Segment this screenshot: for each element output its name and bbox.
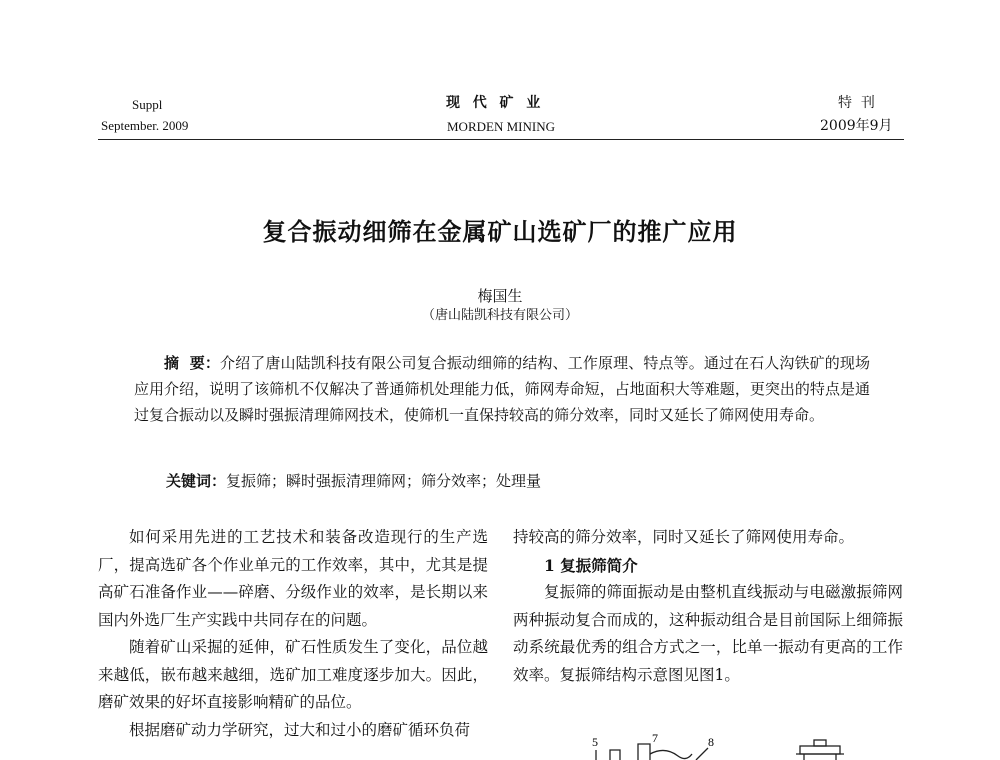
author-affiliation: （唐山陆凯科技有限公司） <box>421 308 578 323</box>
figure-label: 8 <box>708 735 714 749</box>
section-heading: 1 复振筛简介 <box>544 555 638 575</box>
body-paragraph: 复振筛的筛面振动是由整机直线振动与电磁激振筛网两种振动复合而成的，这种振动组合是目前国际上细筛振动系统最优秀的组合方式之一，比单一振动有更高的工作效率。复振筛结构示意图见图1。 <box>513 583 903 684</box>
header-special-issue: 特 刊 <box>838 95 875 111</box>
body-paragraph: 如何采用先进的工艺技术和装备改造现行的生产选厂，提高选矿各个作业单元的工作效率，其中，尤其是提高矿石准备作业——碎磨、分级作业的效率，是长期以来国内外选厂生产实践中共同存在的问题。 <box>98 528 488 629</box>
abstract <box>134 350 870 428</box>
abstract-text: 介绍了唐山陆凯科技有限公司复合振动细筛的结构、工作原理、特点等。通过在石人沟铁矿的现场应用介绍，说明了该筛机不仅解决了普通筛机处理能力低，筛网寿命短，占地面积大等难题，更突出的特点是通过复合振动以及瞬时强振清理筛网技术，使筛机一直保持较高的筛分效率，同时又延长了筛网使用寿命。 <box>134 354 870 424</box>
keywords-text: 复振筛；瞬时强振清理筛网；筛分效率；处理量 <box>226 472 542 490</box>
figure-label: 7 <box>652 731 658 745</box>
author-name: 梅国生 <box>477 287 523 305</box>
body-left-column <box>98 524 488 744</box>
header-suppl: Suppl <box>132 97 163 112</box>
article-title: 复合振动细筛在金属矿山选矿厂的推广应用 <box>262 217 738 246</box>
header-date-en: September. 2009 <box>101 118 189 133</box>
figure-drawing-right <box>796 740 844 760</box>
journal-name-en: MORDEN MINING <box>447 119 555 134</box>
figure-label: 5 <box>592 735 598 749</box>
keywords-label: 关键词： <box>166 472 227 490</box>
body-paragraph: 根据磨矿动力学研究，过大和过小的磨矿循环负荷 <box>129 720 471 739</box>
body-paragraph: 持较高的筛分效率，同时又延长了筛网使用寿命。 <box>513 528 855 546</box>
keywords <box>166 468 541 494</box>
header-date-cn: 2009年9月 <box>820 118 893 134</box>
header-rule <box>98 139 904 140</box>
figure-1-schematic <box>560 728 900 760</box>
journal-name-cn: 现 代 矿 业 <box>446 95 542 111</box>
abstract-label: 摘 要： <box>164 354 221 372</box>
figure-drawing-left <box>596 744 708 760</box>
body-paragraph: 随着矿山采掘的延伸，矿石性质发生了变化，品位越来越低，嵌布越来越细，选矿加工难度逐步加大。因此，磨矿效果的好坏直接影响精矿的品位。 <box>98 638 488 711</box>
body-right-column <box>513 524 903 689</box>
